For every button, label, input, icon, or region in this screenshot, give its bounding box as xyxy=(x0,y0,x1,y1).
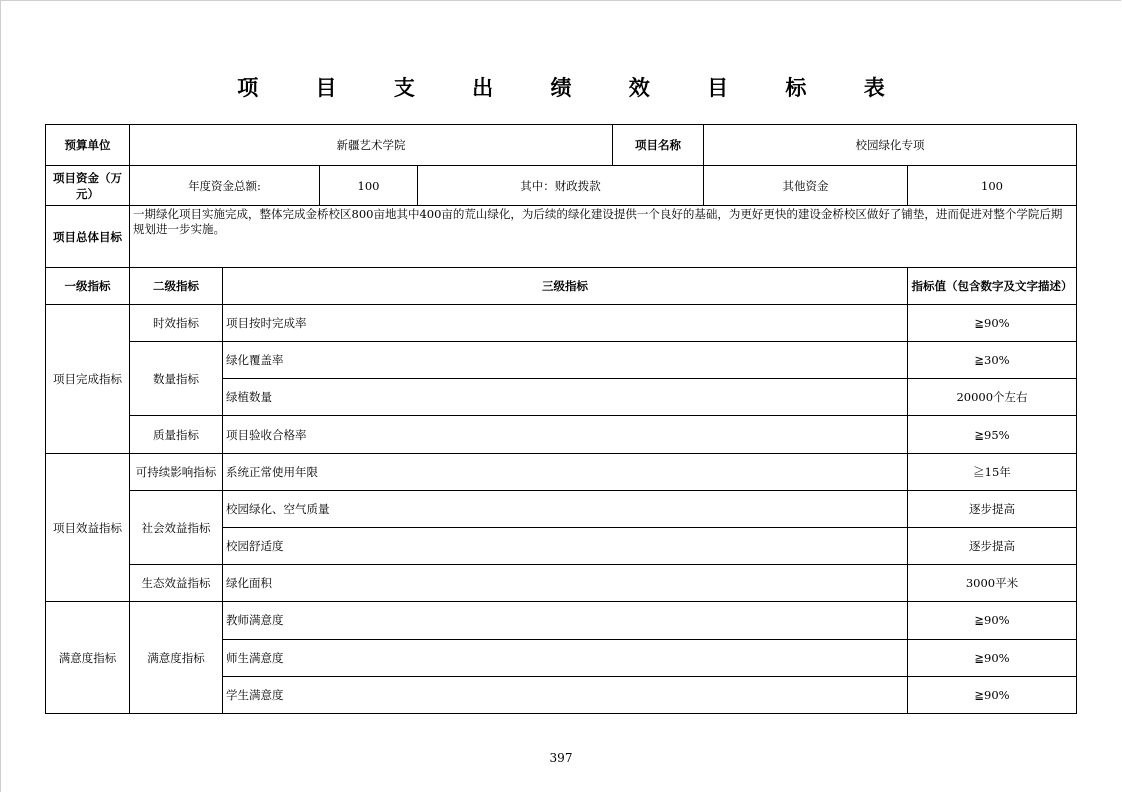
project-name-value: 校园绿化专项 xyxy=(704,125,1077,166)
indicator-value: ≧90% xyxy=(908,676,1077,713)
level2-indicator: 可持续影响指标 xyxy=(130,453,223,490)
performance-table xyxy=(45,124,1077,714)
indicator-value: ≧95% xyxy=(908,416,1077,453)
funds-row xyxy=(46,166,1077,206)
indicator-value: ≧30% xyxy=(908,342,1077,379)
indicator-row xyxy=(46,490,1077,527)
indicator-value: ≧15年 xyxy=(908,453,1077,490)
total-value: 100 xyxy=(320,166,418,206)
indicator-row xyxy=(46,602,1077,639)
level3-indicator: 教师满意度 xyxy=(223,602,908,639)
indicator-row xyxy=(46,565,1077,602)
other-label: 其他资金 xyxy=(704,166,908,206)
indicator-value: 3000平米 xyxy=(908,565,1077,602)
level1-indicator: 满意度指标 xyxy=(46,602,130,714)
indicator-row xyxy=(46,304,1077,341)
indicator-value: ≧90% xyxy=(908,602,1077,639)
fiscal-label: 其中：财政拨款 xyxy=(418,166,704,206)
level2-indicator: 数量指标 xyxy=(130,342,223,416)
page-title: 项 目 支 出 绩 效 目 标 表 xyxy=(237,76,910,100)
funds-label: 项目资金（万元） xyxy=(46,166,130,206)
level3-indicator: 校园舒适度 xyxy=(223,528,908,565)
level2-indicator: 时效指标 xyxy=(130,304,223,341)
level1-indicator: 项目完成指标 xyxy=(46,304,130,453)
level3-indicator: 师生满意度 xyxy=(223,639,908,676)
level3-indicator: 项目按时完成率 xyxy=(223,304,908,341)
level3-indicator: 校园绿化、空气质量 xyxy=(223,490,908,527)
indicator-value: 20000个左右 xyxy=(908,379,1077,416)
budget-unit-row xyxy=(46,125,1077,166)
value-header: 指标值（包含数字及文字描述） xyxy=(908,267,1077,304)
unit-label: 预算单位 xyxy=(46,125,130,166)
level1-indicator: 项目效益指标 xyxy=(46,453,130,602)
level3-indicator: 绿化覆盖率 xyxy=(223,342,908,379)
indicator-value: ≧90% xyxy=(908,639,1077,676)
level1-header: 一级指标 xyxy=(46,267,130,304)
indicator-row xyxy=(46,342,1077,379)
level3-indicator: 绿化面积 xyxy=(223,565,908,602)
level2-indicator: 社会效益指标 xyxy=(130,490,223,564)
level2-indicator: 满意度指标 xyxy=(130,602,223,714)
indicator-value: 逐步提高 xyxy=(908,528,1077,565)
level3-indicator: 绿植数量 xyxy=(223,379,908,416)
total-label: 年度资金总额: xyxy=(130,166,320,206)
indicator-value: 逐步提高 xyxy=(908,490,1077,527)
indicator-row xyxy=(46,453,1077,490)
other-value: 100 xyxy=(908,166,1077,206)
goal-text: 一期绿化项目实施完成，整体完成金桥校区800亩地其中400亩的荒山绿化，为后续的绿化建设提供一个良好的基础，为更好更快的建设金桥校区做好了铺垫，进而促进对整个学院后期规划进一步实施。 xyxy=(130,206,1077,267)
goal-label: 项目总体目标 xyxy=(46,206,130,267)
level3-header: 三级指标 xyxy=(223,267,908,304)
level2-header: 二级指标 xyxy=(130,267,223,304)
level3-indicator: 项目验收合格率 xyxy=(223,416,908,453)
level3-indicator: 学生满意度 xyxy=(223,676,908,713)
unit-value: 新疆艺术学院 xyxy=(130,125,613,166)
indicator-row xyxy=(46,416,1077,453)
goal-row xyxy=(46,206,1077,267)
level2-indicator: 生态效益指标 xyxy=(130,565,223,602)
column-header-row xyxy=(46,267,1077,304)
page-number: 397 xyxy=(549,751,573,765)
project-name-label: 项目名称 xyxy=(613,125,704,166)
level3-indicator: 系统正常使用年限 xyxy=(223,453,908,490)
indicator-value: ≧90% xyxy=(908,304,1077,341)
level2-indicator: 质量指标 xyxy=(130,416,223,453)
